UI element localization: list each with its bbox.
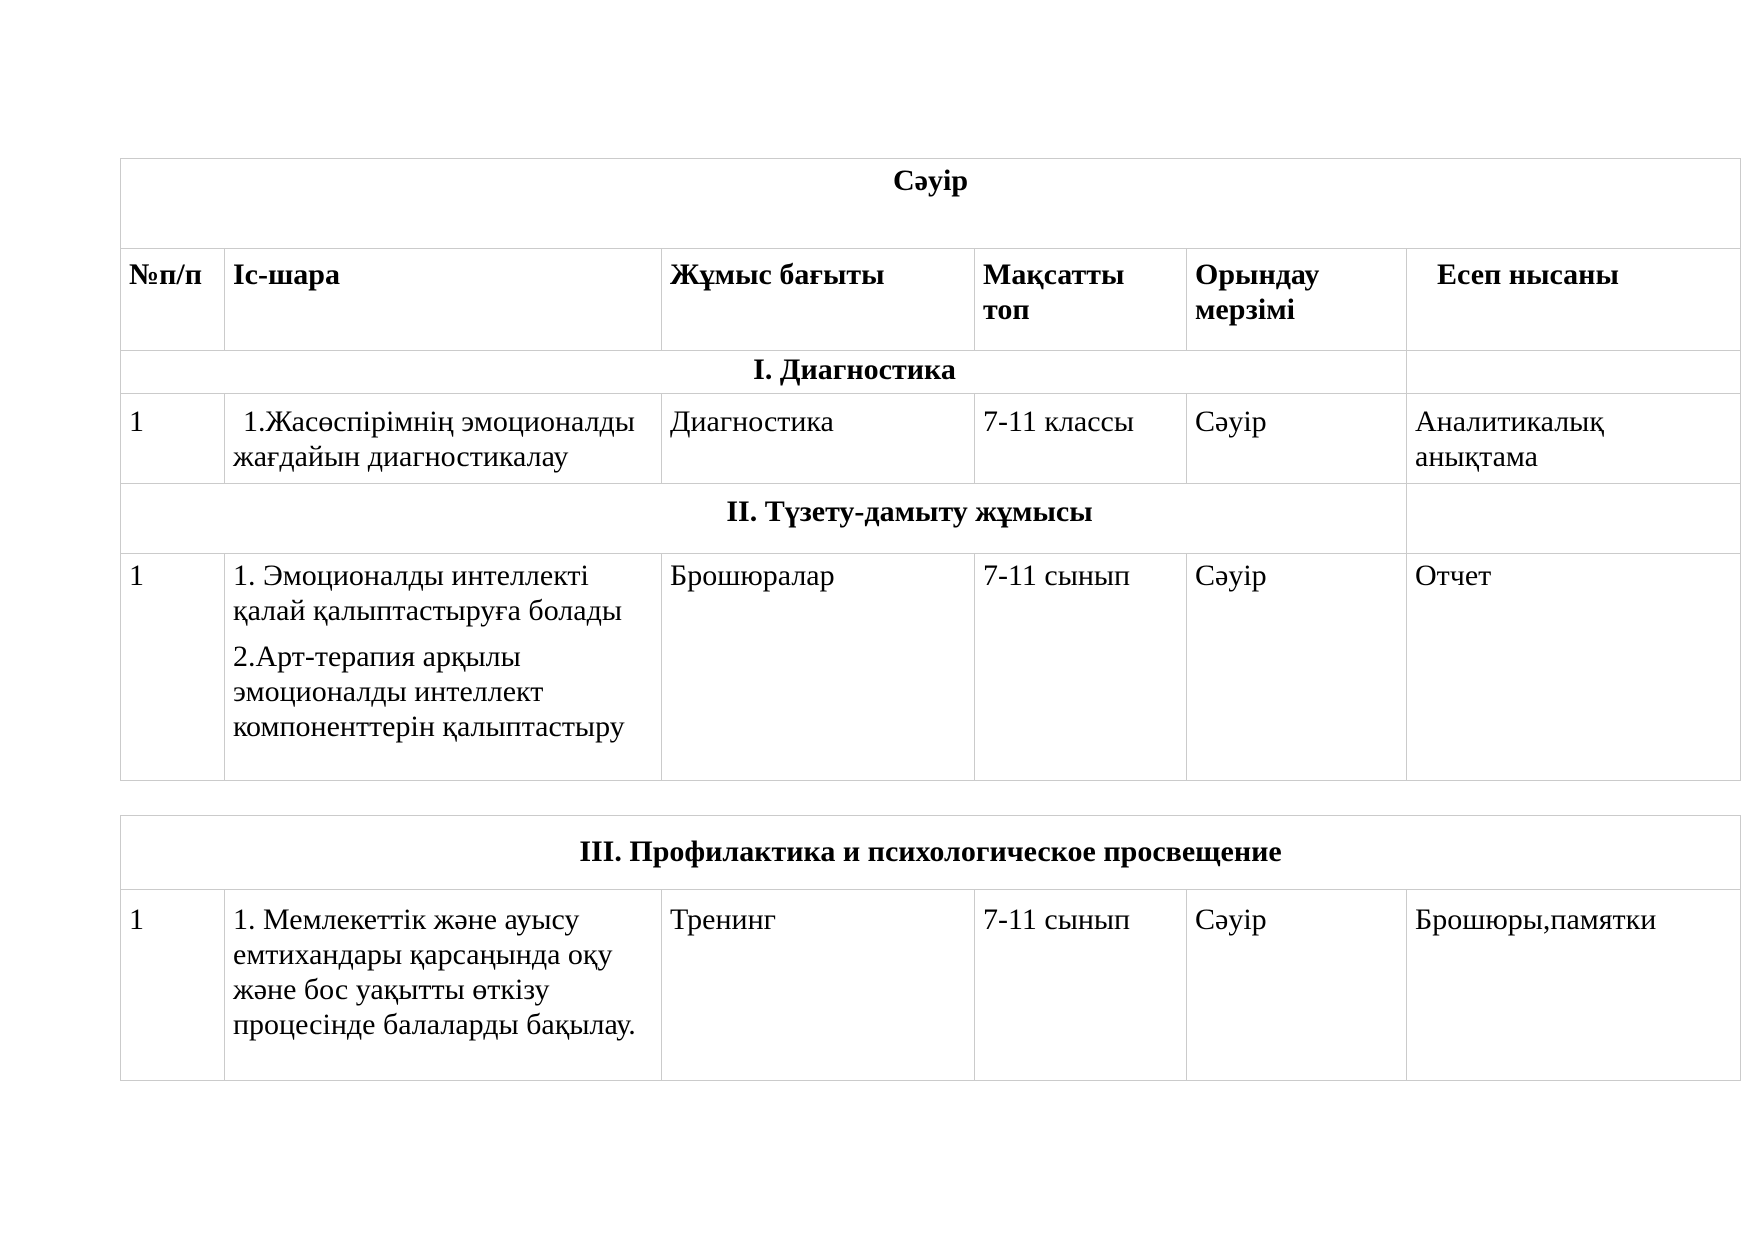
table-row (121, 394, 1741, 484)
table-title: Сәуір (121, 159, 1741, 249)
report-cell: Аналитикалық анықтама (1407, 394, 1741, 484)
activity-cell (225, 394, 662, 484)
direction-cell: Диагностика (662, 394, 975, 484)
target-cell: 7-11 классы (975, 394, 1187, 484)
section-heading-diagnostics: І. Диагностика (121, 351, 1407, 394)
row-number-cell: 1 (121, 394, 225, 484)
section-row-diagnostics (121, 351, 1741, 394)
row-number-cell: 1 (121, 890, 225, 1081)
column-header-row (121, 249, 1741, 351)
term-cell: Сәуір (1187, 554, 1407, 781)
column-header-num: №п/п (121, 249, 225, 351)
table-title-row (121, 159, 1741, 249)
column-header-direction: Жұмыс бағыты (662, 249, 975, 351)
activity-cell (225, 554, 662, 781)
activity-paragraph: 1.Жасөспірімнің эмоционалды жағдайын диагностикалау (233, 405, 635, 473)
column-header-activity: Іс-шара (225, 249, 662, 351)
activity-paragraph: 1. Мемлекеттік және ауысу емтихандары қарсаңында оқу және бос уақытты өткізу процесінде балаларды бақылау. (233, 903, 636, 1041)
table-row (121, 890, 1741, 1081)
row-number-cell: 1 (121, 554, 225, 781)
term-cell: Сәуір (1187, 394, 1407, 484)
direction-cell: Брошюралар (662, 554, 975, 781)
activity-paragraph: 1. Эмоционалды интеллекті қалай қалыптастыруға болады (233, 559, 623, 627)
section-row-correction (121, 484, 1741, 554)
direction-cell: Тренинг (662, 890, 975, 1081)
report-cell: Отчет (1407, 554, 1741, 781)
section-row-prevention (121, 816, 1741, 890)
report-cell: Брошюры,памятки (1407, 890, 1741, 1081)
activity-cell (225, 890, 662, 1081)
column-header-report: Есеп нысаны (1407, 249, 1741, 351)
table-row (121, 554, 1741, 781)
target-cell: 7-11 сынып (975, 554, 1187, 781)
april-plan-table (120, 158, 1741, 781)
prevention-table (120, 815, 1741, 1081)
target-cell: 7-11 сынып (975, 890, 1187, 1081)
empty-cell (1407, 484, 1741, 554)
column-header-term: Орындау мерзімі (1187, 249, 1407, 351)
section-heading-correction: ІІ. Түзету-дамыту жұмысы (121, 484, 1407, 554)
activity-paragraph: 2.Арт-терапия арқылы эмоционалды интеллект компоненттерін қалыптастыру (233, 640, 625, 743)
column-header-target: Мақсатты топ (975, 249, 1187, 351)
section-heading-prevention: ІІІ. Профилактика и психологическое просвещение (121, 816, 1741, 890)
empty-cell (1407, 351, 1741, 394)
term-cell: Сәуір (1187, 890, 1407, 1081)
